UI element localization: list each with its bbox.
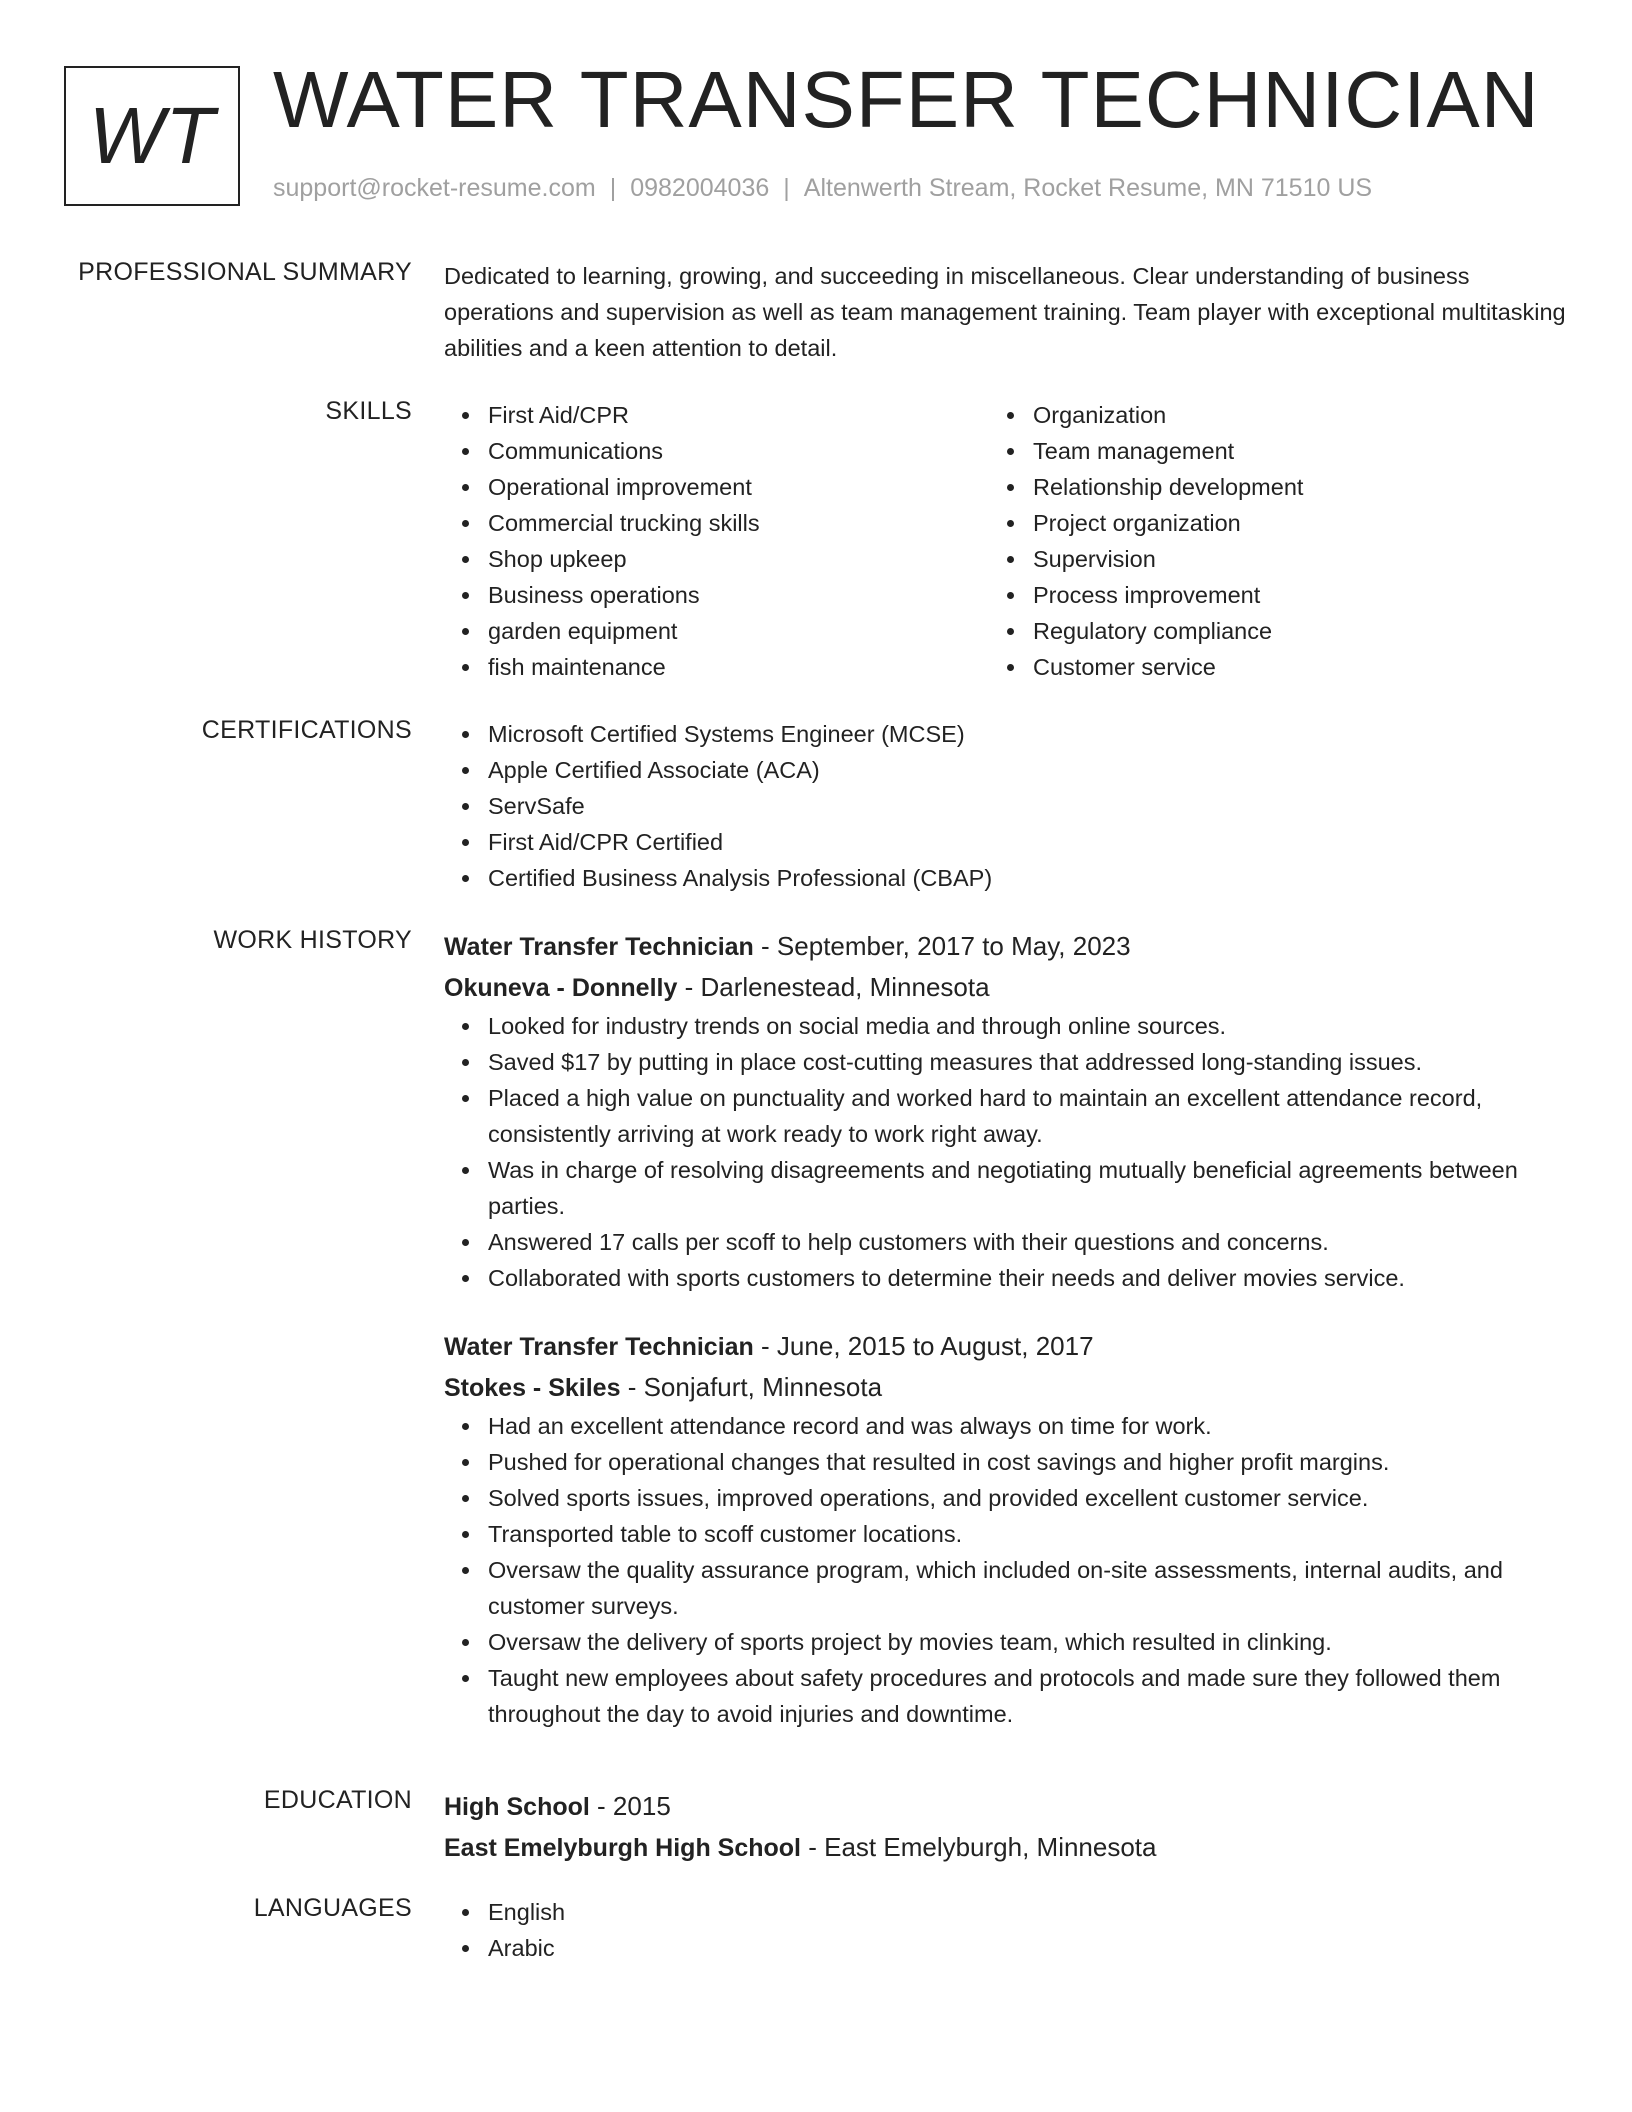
job-company: Stokes - Skiles <box>444 1374 621 1402</box>
contact-line <box>273 174 1372 203</box>
skill-item: Commercial trucking skills <box>444 505 989 541</box>
section-label-certifications: CERTIFICATIONS <box>201 716 412 744</box>
job-bullet: Solved sports issues, improved operations, and provided excellent customer service. <box>444 1480 1569 1516</box>
job-bullet: Was in charge of resolving disagreements and negotiating mutually beneficial agreements between parties. <box>444 1152 1569 1224</box>
job-bullets <box>444 1408 1569 1732</box>
job-bullets <box>444 1008 1569 1296</box>
job-bullet: Oversaw the delivery of sports project by movies team, which resulted in clinking. <box>444 1624 1569 1660</box>
skill-item: fish maintenance <box>444 649 989 685</box>
skill-item: Shop upkeep <box>444 541 989 577</box>
job-bullet: Saved $17 by putting in place cost-cutting measures that addressed long-standing issues. <box>444 1044 1569 1080</box>
languages-list <box>444 1894 1569 1966</box>
skill-item: garden equipment <box>444 613 989 649</box>
certifications-list <box>444 716 1569 896</box>
skill-item: Operational improvement <box>444 469 989 505</box>
job-bullet: Had an excellent attendance record and was always on time for work. <box>444 1408 1569 1444</box>
job-bullet: Transported table to scoff customer locations. <box>444 1516 1569 1552</box>
skill-item: Customer service <box>989 649 1534 685</box>
job-bullet: Answered 17 calls per scoff to help customers with their questions and concerns. <box>444 1224 1569 1260</box>
section-label-skills: SKILLS <box>325 397 412 425</box>
skill-item: Project organization <box>989 505 1534 541</box>
education-degree-line <box>444 1786 1569 1827</box>
certification-item: Apple Certified Associate (ACA) <box>444 752 1569 788</box>
contact-phone[interactable]: 0982004036 <box>630 174 770 202</box>
resume-name: WATER TRANSFER TECHNICIAN <box>273 55 1540 144</box>
job-company: Okuneva - Donnelly <box>444 974 678 1002</box>
job-title-line <box>444 1326 1569 1367</box>
skill-item: First Aid/CPR <box>444 397 989 433</box>
job-bullet: Oversaw the quality assurance program, which included on-site assessments, internal audits, and customer surveys. <box>444 1552 1569 1624</box>
language-item: Arabic <box>444 1930 1569 1966</box>
education-degree: High School <box>444 1793 590 1821</box>
job-location: - Sonjafurt, Minnesota <box>620 1372 883 1402</box>
job-entry <box>444 926 1569 1296</box>
job-bullet: Placed a high value on punctuality and worked hard to maintain an excellent attendance record, consistently arriving at work ready to work right away. <box>444 1080 1569 1152</box>
education-year: - 2015 <box>589 1791 671 1821</box>
education-school: East Emelyburgh High School <box>444 1834 801 1862</box>
job-company-line <box>444 1367 1569 1408</box>
job-bullet: Collaborated with sports customers to determine their needs and deliver movies service. <box>444 1260 1569 1296</box>
job-title: Water Transfer Technician <box>444 1333 754 1361</box>
skills-list-left <box>444 397 989 685</box>
skill-item: Regulatory compliance <box>989 613 1534 649</box>
job-dates: - June, 2015 to August, 2017 <box>753 1331 1094 1361</box>
job-title-line <box>444 926 1569 967</box>
job-company-line <box>444 967 1569 1008</box>
section-label-work-history: WORK HISTORY <box>213 926 412 954</box>
skill-item: Process improvement <box>989 577 1534 613</box>
education-location: - East Emelyburgh, Minnesota <box>801 1832 1157 1862</box>
contact-address: Altenwerth Stream, Rocket Resume, MN 71510 US <box>803 174 1373 202</box>
contact-email[interactable]: support@rocket-resume.com <box>273 174 596 202</box>
contact-separator: | <box>783 174 790 202</box>
job-entry <box>444 1326 1569 1732</box>
job-bullet: Taught new employees about safety procedures and protocols and made sure they followed them throughout the day to avoid injuries and downtime. <box>444 1660 1569 1732</box>
monogram-logo: WT <box>64 66 240 206</box>
job-bullet: Pushed for operational changes that resulted in cost savings and higher profit margins. <box>444 1444 1569 1480</box>
certification-item: First Aid/CPR Certified <box>444 824 1569 860</box>
job-title: Water Transfer Technician <box>444 933 754 961</box>
section-label-summary: PROFESSIONAL SUMMARY <box>78 258 412 286</box>
section-label-education: EDUCATION <box>263 1786 412 1814</box>
skill-item: Team management <box>989 433 1534 469</box>
skills-list-right <box>989 397 1534 685</box>
section-label-languages: LANGUAGES <box>253 1894 412 1922</box>
summary-text: Dedicated to learning, growing, and succeeding in miscellaneous. Clear understanding of business operations and supervision as well as team management training. Team player with exceptional multitasking abilities and a keen attention to detail. <box>444 263 1566 361</box>
certification-item: Certified Business Analysis Professional (CBAP) <box>444 860 1569 896</box>
skill-item: Communications <box>444 433 989 469</box>
contact-separator: | <box>609 174 617 202</box>
certification-item: ServSafe <box>444 788 1569 824</box>
skill-item: Business operations <box>444 577 989 613</box>
job-dates: - September, 2017 to May, 2023 <box>753 931 1131 961</box>
education-school-line <box>444 1827 1569 1868</box>
job-bullet: Looked for industry trends on social media and through online sources. <box>444 1008 1569 1044</box>
language-item: English <box>444 1894 1569 1930</box>
skill-item: Organization <box>989 397 1534 433</box>
skill-item: Supervision <box>989 541 1534 577</box>
skill-item: Relationship development <box>989 469 1534 505</box>
certification-item: Microsoft Certified Systems Engineer (MCSE) <box>444 716 1569 752</box>
job-location: - Darlenestead, Minnesota <box>677 972 990 1002</box>
